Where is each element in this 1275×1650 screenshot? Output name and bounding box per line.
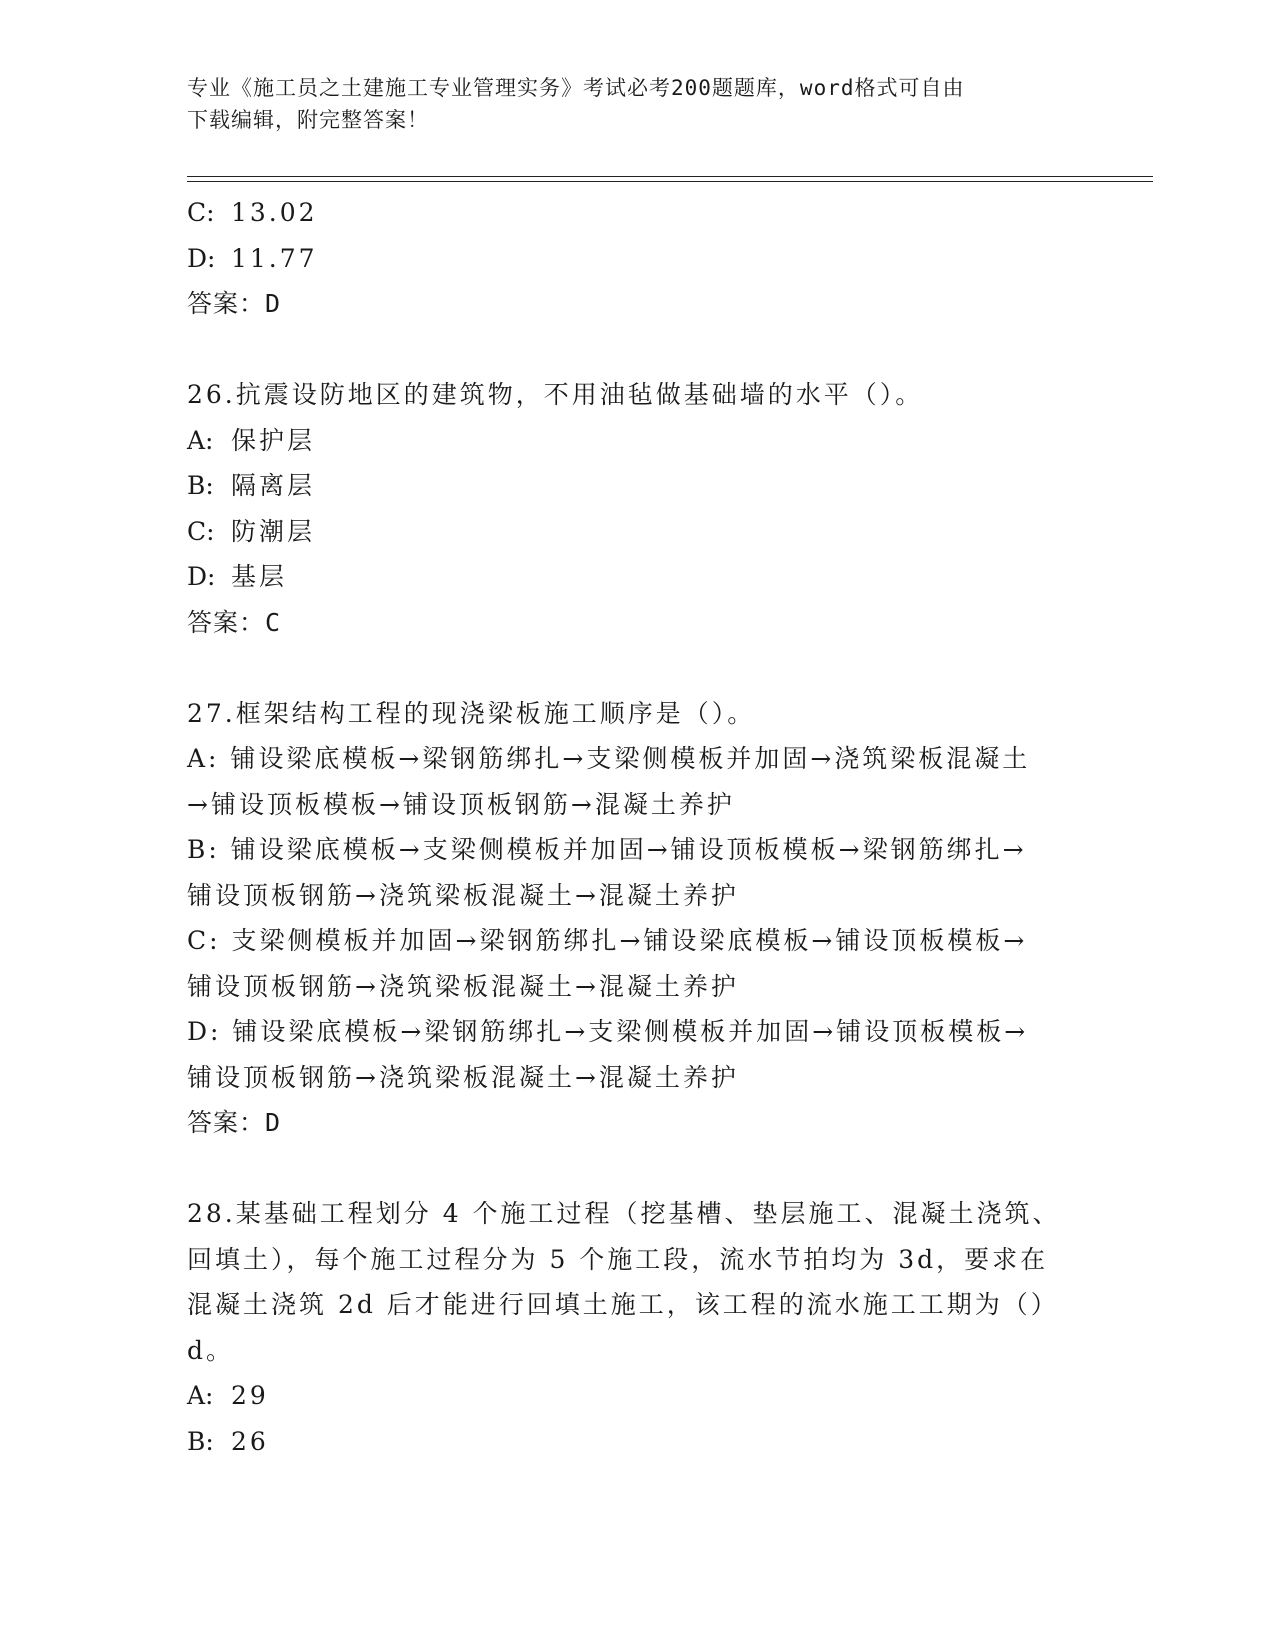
option-d: D: 基层 (187, 562, 288, 591)
spacer (187, 645, 1087, 691)
document-body (187, 190, 1087, 1464)
option-d: D: 铺设梁底模板→梁钢筋绑扎→支梁侧模板并加固→铺设顶板模板→ 铺设顶板钢筋→浇筑梁板混凝土→混凝土养护 (187, 1017, 1029, 1092)
option-b: B: 隔离层 (187, 471, 316, 500)
option-d: D: 11.77 (187, 243, 318, 273)
answer-line: 答案：D (187, 1108, 282, 1137)
header-line-1: 专业《施工员之土建施工专业管理实务》考试必考200题题库，word格式可自由 (187, 76, 965, 100)
option-c: C: 支梁侧模板并加固→梁钢筋绑扎→铺设梁底模板→铺设顶板模板→ 铺设顶板钢筋→浇筑梁板混凝土→混凝土养护 (187, 926, 1028, 1001)
question-27 (187, 691, 1087, 1146)
question-26 (187, 372, 1087, 645)
question-stem: 26.抗震设防地区的建筑物，不用油毡做基础墙的水平（）。 (187, 380, 924, 409)
header-line-2: 下载编辑，附完整答案！ (187, 108, 429, 132)
question-28 (187, 1191, 1087, 1464)
option-a: A: 保护层 (187, 425, 316, 455)
answer-line: 答案：D (187, 289, 282, 318)
question-stem: 27.框架结构工程的现浇梁板施工顺序是（）。 (187, 698, 756, 728)
spacer (187, 327, 1087, 373)
option-c: C: 13.02 (187, 198, 318, 227)
header-divider-bottom (187, 181, 1153, 182)
option-a: A: 铺设梁底模板→梁钢筋绑扎→支梁侧模板并加固→浇筑梁板混凝土 →铺设顶板模板→铺设顶板钢筋→混凝土养护 (187, 744, 1031, 819)
spacer (187, 1146, 1087, 1192)
option-c: C: 防潮层 (187, 516, 316, 546)
document-header (187, 72, 1067, 136)
header-divider-top (187, 176, 1153, 177)
option-a: A: 29 (187, 1381, 269, 1410)
question-25-tail (187, 190, 1087, 327)
option-b: B: 26 (187, 1426, 269, 1456)
answer-line: 答案：C (187, 607, 282, 637)
option-b: B: 铺设梁底模板→支梁侧模板并加固→铺设顶板模板→梁钢筋绑扎→ 铺设顶板钢筋→浇筑梁板混凝土→混凝土养护 (187, 835, 1027, 910)
question-stem: 28.某基础工程划分 4 个施工过程（挖基槽、垫层施工、混凝土浇筑、 回填土），每个施工过程分为 5 个施工段，流水节拍均为 3d，要求在 混凝土浇筑 2d 后才能进行回填土施工，该工程的流水施工工期为（） d。 (187, 1199, 1061, 1365)
